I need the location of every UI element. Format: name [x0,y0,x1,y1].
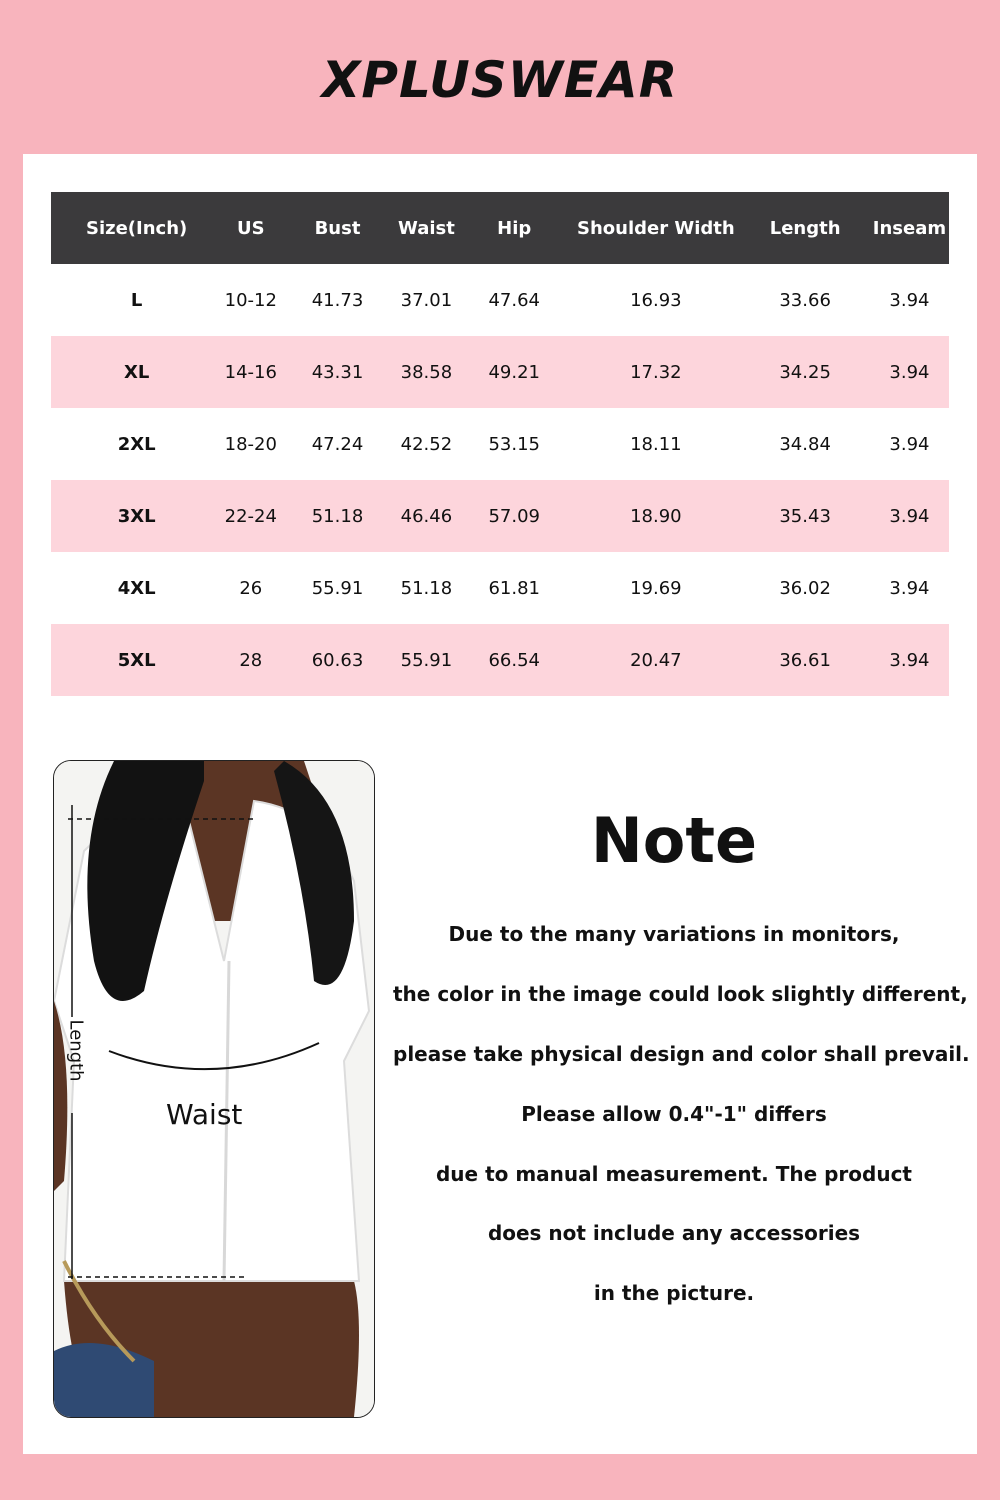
table-row [51,480,949,552]
table-header-row [51,192,949,264]
brand-logo: XPLUSWEAR [321,51,679,109]
table-cell: 47.24 [311,433,364,455]
table-cell: 20.47 [571,624,740,696]
table-cell: 43.31 [279,336,395,408]
table-row [51,264,949,336]
table-cell: 35.43 [740,480,870,552]
table-cell: 33.66 [779,289,831,311]
table-row [51,336,949,408]
table-cell: 3.94 [870,624,949,696]
table-cell: 18.90 [571,480,740,552]
waist-label: Waist [166,1098,243,1131]
column-header: Bust [279,192,395,264]
column-header: Length [740,192,870,264]
table-cell: 10-12 [224,289,277,311]
table-row [51,408,949,480]
table-cell: 37.01 [400,289,453,311]
table-cell: 34.25 [740,336,870,408]
table-cell: 26 [239,577,263,599]
table-cell: 28 [222,624,279,696]
table-cell: 3.94 [889,433,930,455]
table-cell: 66.54 [457,624,571,696]
table-cell: 60.63 [279,624,395,696]
table-cell: 3.94 [889,289,930,311]
table-cell: 17.32 [571,336,740,408]
table-cell: 22-24 [222,480,279,552]
table-cell: 16.93 [630,289,682,311]
table-cell: 3XL [51,480,222,552]
note-line: Due to the many variations in monitors, [448,922,900,946]
note-line: due to manual measurement. The product [435,1162,912,1186]
size-table [51,192,949,696]
note-line: in the picture. [593,1281,755,1305]
table-cell: 41.73 [311,289,364,311]
note-line: please take physical design and color shall prevail. [393,1042,970,1066]
column-header: Hip [457,192,571,264]
length-label: Length [65,1019,87,1082]
table-cell: 19.69 [630,577,682,599]
table-cell: 53.15 [488,433,540,455]
table-cell: 5XL [51,624,222,696]
table-cell: 38.58 [396,336,457,408]
model-photo [53,760,375,1418]
table-cell: 3.94 [870,480,949,552]
table-cell: 49.21 [457,336,571,408]
column-header: Inseam [870,192,949,264]
table-row [51,552,949,624]
note-line: does not include any accessories [487,1221,861,1245]
table-cell: 46.46 [396,480,457,552]
table-cell: 51.18 [279,480,395,552]
table-cell: 3.94 [889,577,930,599]
column-header: Size(Inch) [51,192,222,264]
table-cell: 51.18 [400,577,453,599]
note-line: Please allow 0.4"-1" differs [521,1102,827,1126]
table-cell: 4XL [117,577,156,599]
column-header: Shoulder Width [571,192,740,264]
table-cell: 36.61 [740,624,870,696]
table-cell: 61.81 [488,577,540,599]
table-cell: 14-16 [222,336,279,408]
table-cell: 3.94 [870,336,949,408]
column-header: US [222,192,279,264]
note-title: Note [590,804,758,877]
note-line: the color in the image could look slightly different, [393,982,968,1006]
table-cell: 47.64 [488,289,540,311]
table-cell: L [130,289,143,311]
table-row [51,624,949,696]
table-cell: 55.91 [396,624,457,696]
table-cell: 2XL [117,433,156,455]
table-cell: 18-20 [224,433,277,455]
table-cell: 36.02 [779,577,831,599]
table-cell: 34.84 [779,433,831,455]
table-cell: 55.91 [311,577,364,599]
table-cell: 57.09 [457,480,571,552]
size-chart-panel [23,154,977,1454]
table-cell: 42.52 [400,433,453,455]
table-cell: XL [51,336,222,408]
column-header: Waist [396,192,457,264]
model-illustration [54,761,374,1417]
table-cell: 18.11 [630,433,682,455]
